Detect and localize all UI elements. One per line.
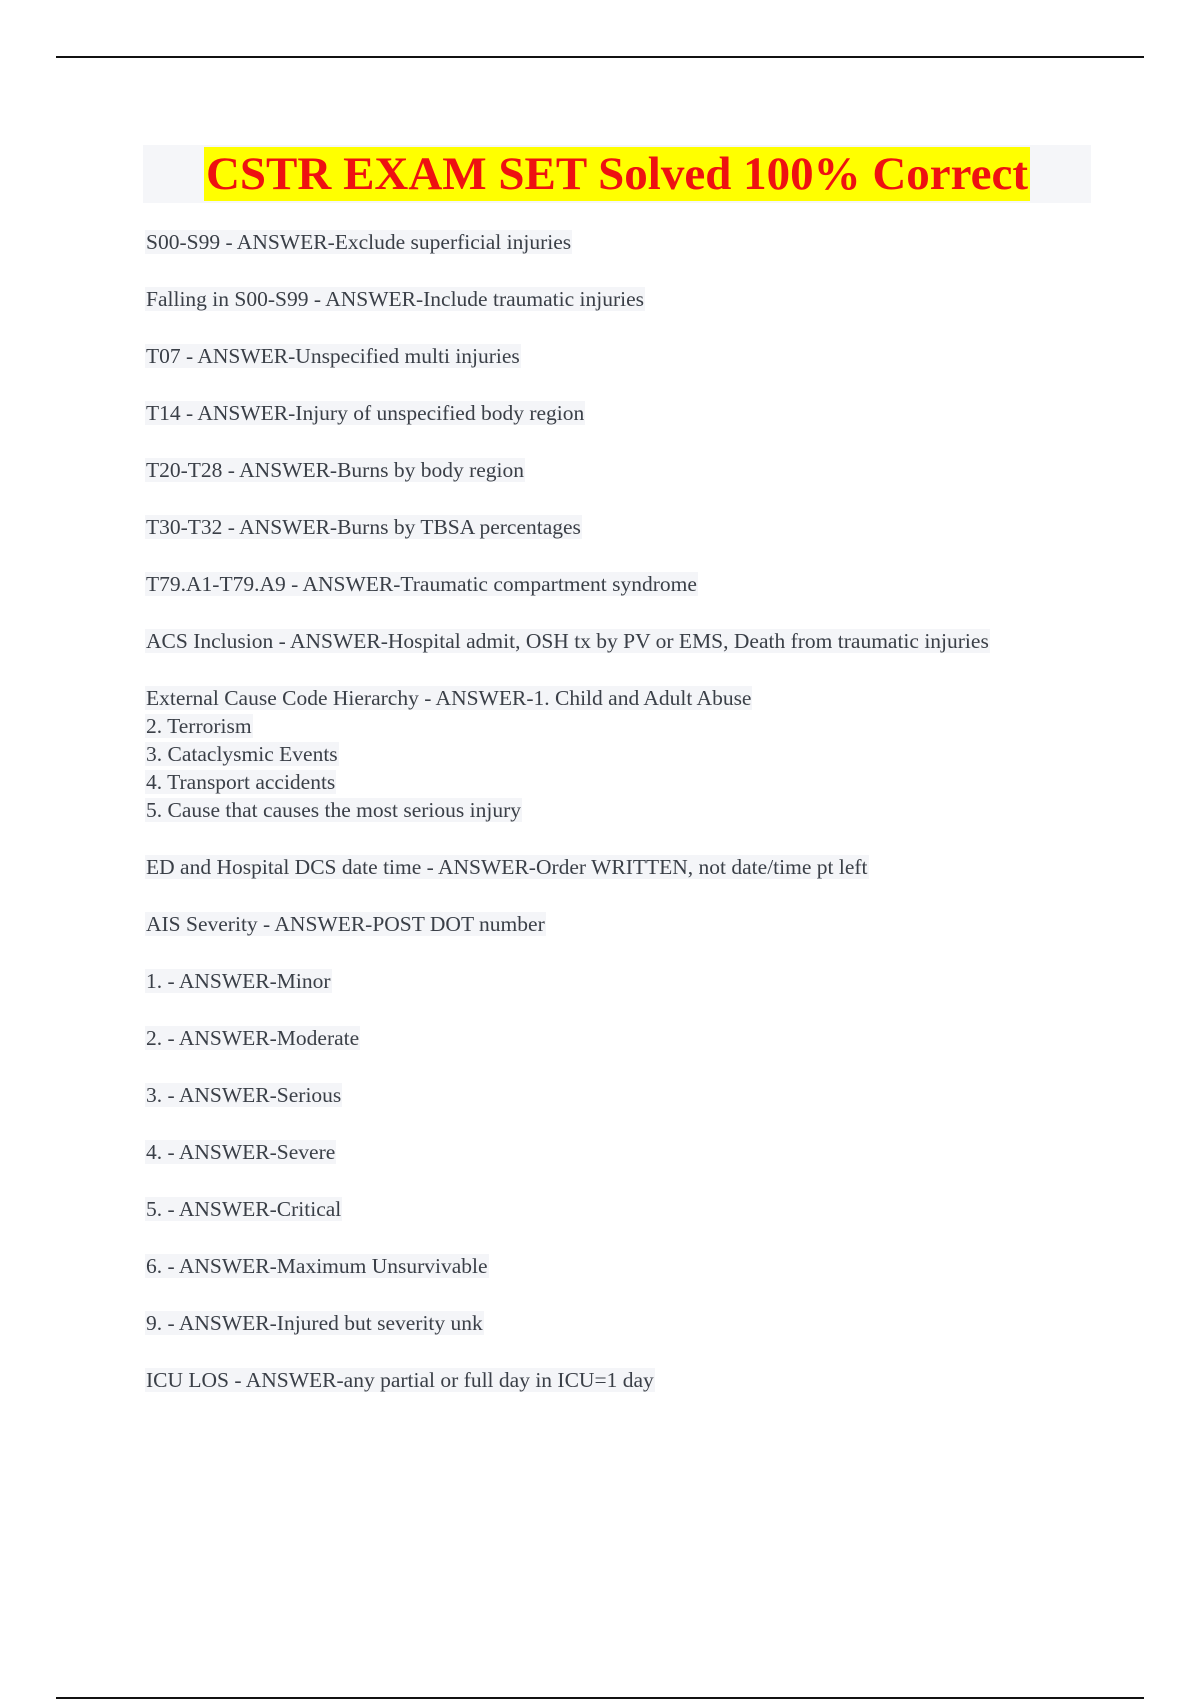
qa-text: T30-T32 - ANSWER-Burns by TBSA percentages (146, 515, 581, 539)
title-band (143, 145, 1091, 203)
qa-text: ACS Inclusion - ANSWER-Hospital admit, OSH tx by PV or EMS, Death from traumatic injuries (146, 629, 989, 653)
qa-entry (145, 228, 1045, 256)
qa-text: External Cause Code Hierarchy - ANSWER-1. Child and Adult Abuse (146, 686, 752, 710)
qa-list (145, 228, 1045, 1423)
qa-entry (145, 456, 1045, 484)
qa-text: 4. - ANSWER-Severe (146, 1140, 336, 1164)
qa-entry (145, 570, 1045, 598)
qa-text: 1. - ANSWER-Minor (146, 969, 331, 993)
qa-entry (145, 513, 1045, 541)
footer-rule (56, 1697, 1144, 1699)
qa-entry (145, 285, 1045, 313)
qa-text: AIS Severity - ANSWER-POST DOT number (146, 912, 545, 936)
qa-text: T79.A1-T79.A9 - ANSWER-Traumatic compartment syndrome (146, 572, 697, 596)
qa-text: Falling in S00-S99 - ANSWER-Include traumatic injuries (146, 287, 645, 311)
qa-entry (145, 1366, 1045, 1394)
qa-text: T20-T28 - ANSWER-Burns by body region (146, 458, 525, 482)
qa-entry (145, 1138, 1045, 1166)
qa-entry (145, 910, 1045, 938)
qa-entry (145, 1252, 1045, 1280)
qa-text: 2. - ANSWER-Moderate (146, 1026, 360, 1050)
qa-entry (145, 627, 1045, 655)
hierarchy-item: 5. Cause that causes the most serious injury (146, 798, 521, 822)
qa-text: 9. - ANSWER-Injured but severity unk (146, 1311, 483, 1335)
qa-text: 3. - ANSWER-Serious (146, 1083, 342, 1107)
qa-text: T14 - ANSWER-Injury of unspecified body region (146, 401, 585, 425)
qa-text: T07 - ANSWER-Unspecified multi injuries (146, 344, 520, 368)
document-title: CSTR EXAM SET Solved 100% Correct (205, 148, 1029, 200)
qa-text: ICU LOS - ANSWER-any partial or full day in ICU=1 day (146, 1368, 654, 1392)
qa-text: 6. - ANSWER-Maximum Unsurvivable (146, 1254, 488, 1278)
qa-entry (145, 1309, 1045, 1337)
hierarchy-item: 2. Terrorism (146, 714, 252, 738)
qa-entry-hierarchy (145, 684, 1045, 824)
qa-entry (145, 967, 1045, 995)
qa-entry (145, 399, 1045, 427)
header-rule (56, 56, 1144, 58)
qa-entry (145, 1024, 1045, 1052)
qa-entry (145, 853, 1045, 881)
hierarchy-item: 4. Transport accidents (146, 770, 336, 794)
qa-entry (145, 1195, 1045, 1223)
qa-text: 5. - ANSWER-Critical (146, 1197, 342, 1221)
hierarchy-item: 3. Cataclysmic Events (146, 742, 338, 766)
qa-text: S00-S99 - ANSWER-Exclude superficial injuries (146, 230, 572, 254)
qa-entry (145, 342, 1045, 370)
qa-entry (145, 1081, 1045, 1109)
qa-text: ED and Hospital DCS date time - ANSWER-Order WRITTEN, not date/time pt left (146, 855, 868, 879)
